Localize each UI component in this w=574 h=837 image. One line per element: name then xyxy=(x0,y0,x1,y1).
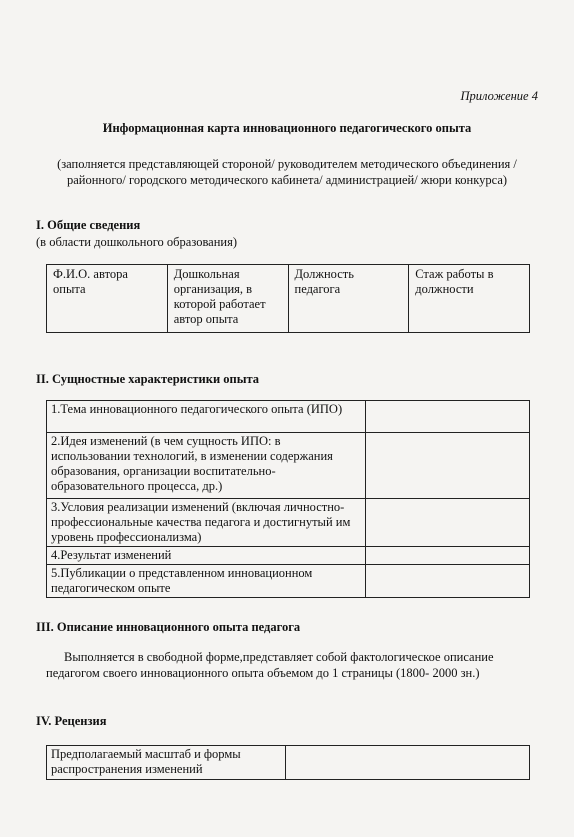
table-row-label: 2.Идея изменений (в чем сущность ИПО: в использовании технологий, в изменении содержания образования, организации воспитательно- образовательного процесса, др.) xyxy=(47,433,366,499)
table-row-label: Предполагаемый масштаб и формы распространения изменений xyxy=(47,746,286,780)
table-header-cell: Дошкольная организация, в которой работает автор опыта xyxy=(167,265,288,333)
section4-heading: IV. Рецензия xyxy=(36,714,107,728)
appendix-label: Приложение 4 xyxy=(460,89,538,103)
characteristics-table xyxy=(46,400,530,598)
table-row-label: 1.Тема инновационного педагогического опыта (ИПО) xyxy=(47,401,366,433)
table-row-label: 4.Результат изменений xyxy=(47,547,366,565)
table-row-label: 3.Условия реализации изменений (включая личностно-профессиональные качества педагога и достигнутый им уровень профессионализма) xyxy=(47,499,366,547)
general-info-table xyxy=(46,264,530,333)
table-header-cell: Стаж работы в должности xyxy=(409,265,530,333)
table-row-value[interactable] xyxy=(366,499,530,547)
review-table xyxy=(46,745,530,780)
section3-text: Выполняется в свободной форме,представляет собой фактологическое описание педагогом своего инновационного опыта объемом до 1 страницы (1800- 2000 зн.) xyxy=(46,650,494,680)
section1-heading: I. Общие сведения xyxy=(36,218,141,232)
section2-heading: II. Сущностные характеристики опыта xyxy=(36,372,260,386)
table-row-value[interactable] xyxy=(366,565,530,598)
table-row-value[interactable] xyxy=(286,746,530,780)
document-subtitle: (заполняется представляющей стороной/ руководителем методического объединения / районного/ городского методического кабинета/ администрацией/ жюри конкурса) xyxy=(57,157,517,187)
document-title: Информационная карта инновационного педагогического опыта xyxy=(102,121,472,135)
section1-note: (в области дошкольного образования) xyxy=(36,235,238,249)
table-row-value[interactable] xyxy=(366,547,530,565)
table-header-cell: Ф.И.О. автора опыта xyxy=(47,265,168,333)
table-row-value[interactable] xyxy=(366,433,530,499)
table-row-value[interactable] xyxy=(366,401,530,433)
table-header-cell: Должность педагога xyxy=(288,265,409,333)
section3-heading: III. Описание инновационного опыта педагога xyxy=(36,620,301,634)
table-row-label: 5.Публикации о представленном инновационном педагогическом опыте xyxy=(47,565,366,598)
